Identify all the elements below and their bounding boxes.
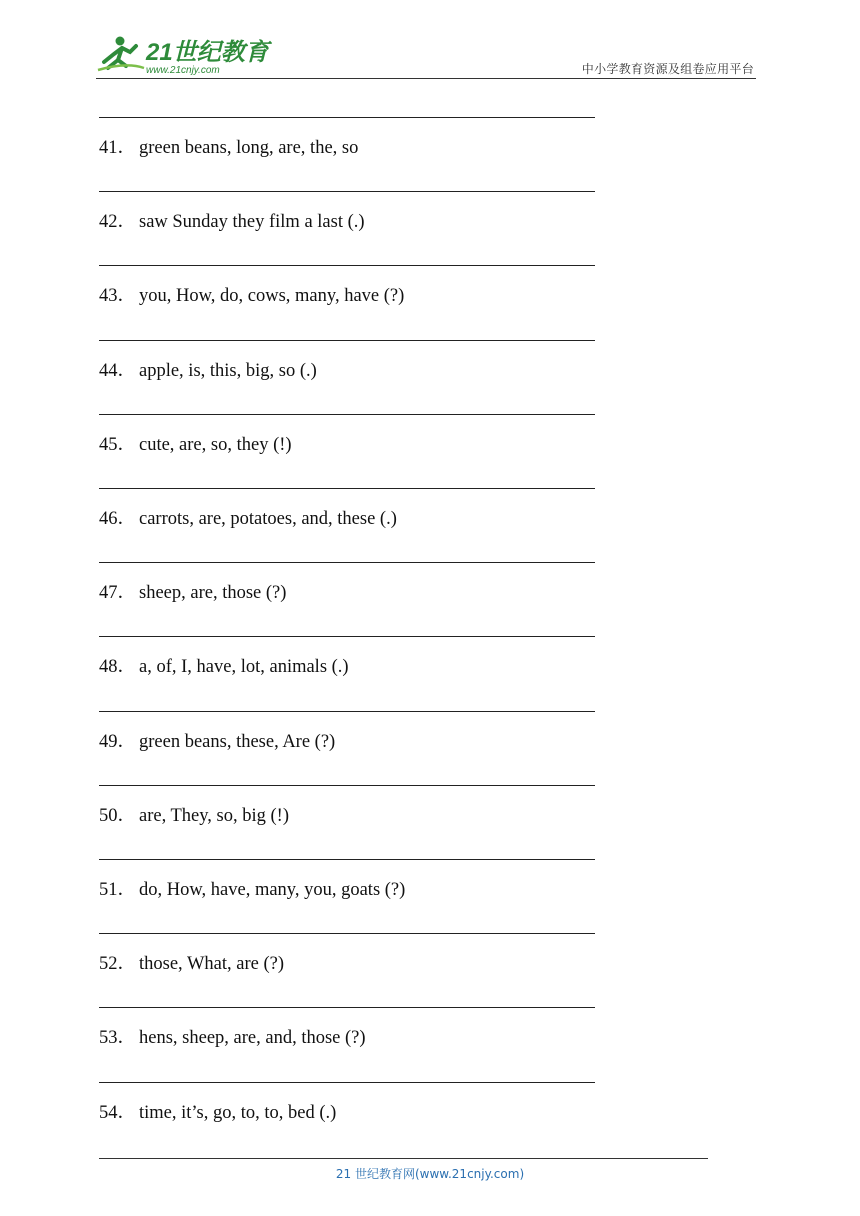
answer-line[interactable] — [99, 1082, 595, 1083]
question-number: 51． — [99, 880, 137, 900]
logo-url: www.21cnjy.com — [146, 65, 220, 76]
question-item — [99, 1027, 366, 1049]
answer-line[interactable] — [99, 191, 595, 192]
site-logo — [96, 32, 269, 76]
question-number: 50． — [99, 806, 137, 826]
answer-line[interactable] — [99, 711, 595, 712]
answer-line[interactable] — [99, 636, 595, 637]
question-number: 42． — [99, 212, 137, 232]
answer-line[interactable] — [99, 488, 595, 489]
question-text: green beans, these, Are (?) — [139, 732, 336, 752]
question-item — [99, 805, 289, 827]
question-number: 52． — [99, 954, 137, 974]
question-number: 41． — [99, 138, 137, 158]
question-text: apple, is, this, big, so (.) — [139, 361, 317, 381]
question-text: hens, sheep, are, and, those (?) — [139, 1028, 366, 1048]
question-number: 54． — [99, 1103, 137, 1123]
question-item — [99, 211, 365, 233]
question-number: 53． — [99, 1028, 137, 1048]
question-number: 44． — [99, 361, 137, 381]
question-item — [99, 1102, 336, 1124]
question-number: 43． — [99, 286, 137, 306]
answer-line[interactable] — [99, 265, 595, 266]
question-text: do, How, have, many, you, goats (?) — [139, 880, 406, 900]
question-item — [99, 731, 335, 753]
page-header — [96, 30, 756, 79]
question-number: 48． — [99, 657, 137, 677]
question-text: you, How, do, cows, many, have (?) — [139, 286, 405, 306]
question-item — [99, 656, 349, 678]
question-text: carrots, are, potatoes, and, these (.) — [139, 509, 397, 529]
answer-line[interactable] — [99, 340, 595, 341]
brand-tagline: 中小学教育资源及组卷应用平台 — [581, 62, 754, 76]
question-number: 49． — [99, 732, 137, 752]
question-text: saw Sunday they film a last (.) — [139, 212, 365, 232]
answer-line[interactable] — [99, 562, 595, 563]
question-item — [99, 953, 284, 975]
question-item — [99, 434, 292, 456]
question-number: 46． — [99, 509, 137, 529]
logo-text: 21世纪教育 — [146, 39, 269, 66]
answer-line[interactable] — [99, 933, 595, 934]
question-item — [99, 285, 404, 307]
question-number: 45． — [99, 435, 137, 455]
question-item — [99, 879, 405, 901]
question-text: a, of, I, have, lot, animals (.) — [139, 657, 349, 677]
question-text: those, What, are (?) — [139, 954, 285, 974]
question-text: sheep, are, those (?) — [139, 583, 287, 603]
answer-line[interactable] — [99, 1007, 595, 1008]
question-number: 47． — [99, 583, 137, 603]
answer-line[interactable] — [99, 117, 595, 118]
question-item — [99, 508, 397, 530]
runner-logo-icon — [96, 32, 269, 76]
question-text: green beans, long, are, the, so — [139, 138, 359, 158]
question-item — [99, 360, 317, 382]
question-text: cute, are, so, they (!) — [139, 435, 292, 455]
question-item — [99, 582, 286, 604]
answer-line[interactable] — [99, 859, 595, 860]
answer-line[interactable] — [99, 785, 595, 786]
question-text: time, it’s, go, to, to, bed (.) — [139, 1103, 337, 1123]
footer-divider — [99, 1158, 708, 1159]
question-item — [99, 137, 358, 159]
answer-line[interactable] — [99, 414, 595, 415]
footer-text: 21 世纪教育网(www.21cnjy.com) — [335, 1167, 525, 1181]
question-text: are, They, so, big (!) — [139, 806, 290, 826]
